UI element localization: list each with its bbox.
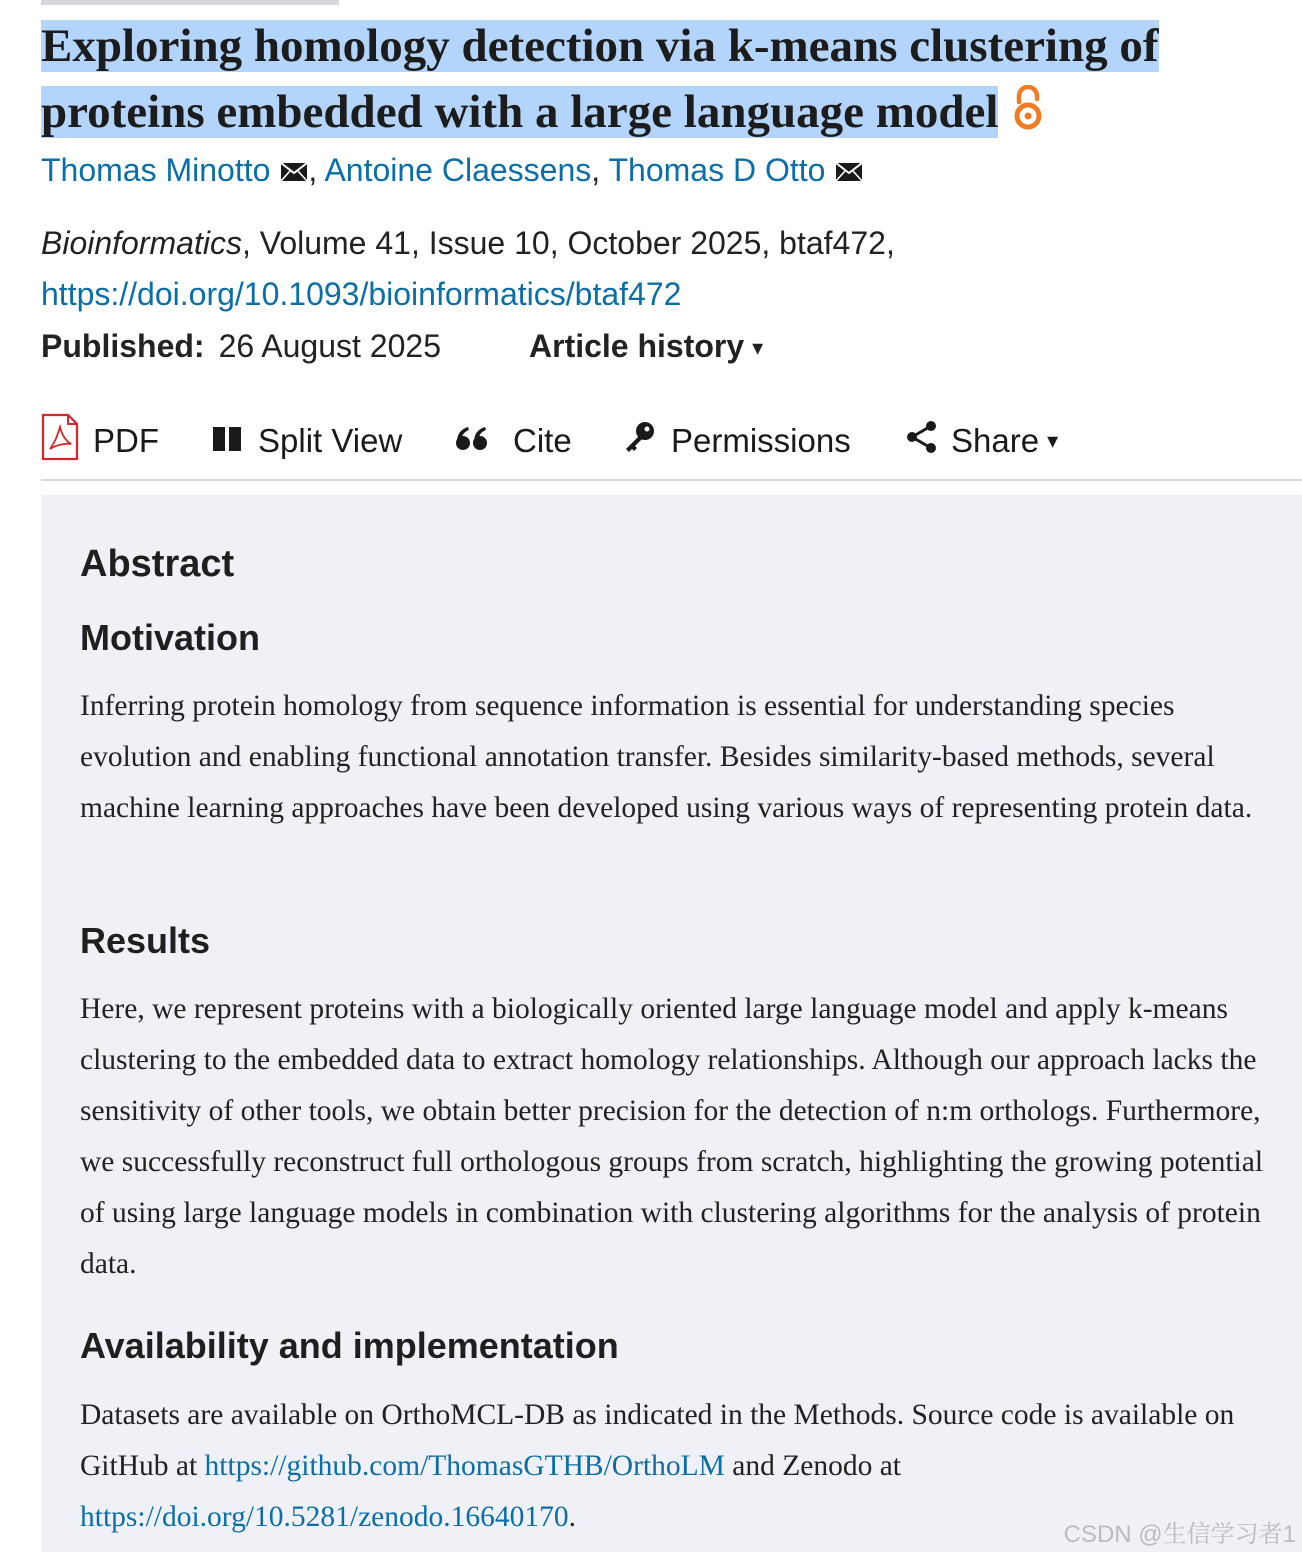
- availability-text-3: .: [568, 1501, 577, 1533]
- cite-label: Cite: [513, 422, 572, 459]
- article-history-label: Article history: [529, 328, 745, 364]
- permissions-button[interactable]: [623, 414, 851, 468]
- author-list: [41, 148, 863, 193]
- chevron-down-icon: ▾: [1047, 428, 1059, 453]
- journal-name: Bioinformatics: [41, 225, 242, 261]
- author-link-antoine-claessens[interactable]: Antoine Claessens: [324, 152, 592, 188]
- email-icon[interactable]: [280, 149, 308, 193]
- published-label: Published:: [41, 328, 205, 364]
- share-dropdown[interactable]: [905, 414, 1058, 468]
- availability-text-2: and Zenodo at: [724, 1450, 901, 1482]
- author-link-thomas-minotto[interactable]: Thomas Minotto: [41, 152, 271, 188]
- split-view-icon: [212, 422, 244, 460]
- pdf-button[interactable]: [41, 414, 159, 468]
- pdf-label: PDF: [93, 422, 159, 459]
- results-heading: Results: [80, 920, 211, 961]
- motivation-heading: Motivation: [80, 617, 260, 658]
- permissions-label: Permissions: [671, 422, 851, 459]
- quote-icon: [455, 422, 489, 460]
- article-toolbar: [41, 414, 1302, 468]
- journal-details: , Volume 41, Issue 10, October 2025, btaf472,: [241, 225, 895, 261]
- article-title-text: Exploring homology detection via k-means clustering of proteins embedded with a large language model: [41, 20, 1159, 138]
- share-label: Share: [951, 422, 1040, 459]
- author-separator: ,: [591, 152, 601, 188]
- zenodo-link[interactable]: https://doi.org/10.5281/zenodo.16640170: [80, 1501, 569, 1533]
- doi-line: [41, 272, 681, 316]
- split-view-button[interactable]: [212, 414, 402, 468]
- author-link-thomas-d-otto[interactable]: Thomas D Otto: [608, 152, 826, 188]
- availability-heading: Availability and implementation: [80, 1325, 619, 1366]
- doi-link[interactable]: https://doi.org/10.1093/bioinformatics/btaf472: [41, 276, 682, 312]
- top-bar-stub: [41, 0, 339, 5]
- chevron-down-icon: ▾: [752, 335, 764, 360]
- availability-text-1: Datasets are available on OrthoMCL-DB as indicated in the Methods. Source code is available on GitHub at: [80, 1399, 1235, 1482]
- share-icon: [905, 420, 939, 462]
- email-icon[interactable]: [835, 149, 863, 193]
- watermark: CSDN @生信学习者1: [1063, 1521, 1296, 1548]
- cite-button[interactable]: [455, 414, 572, 468]
- published-date: 26 August 2025: [218, 328, 441, 364]
- key-icon: [623, 420, 657, 462]
- github-link[interactable]: https://github.com/ThomasGTHB/OrthoLM: [204, 1450, 725, 1482]
- abstract-heading: Abstract: [80, 543, 235, 585]
- pdf-icon: [41, 413, 79, 469]
- motivation-paragraph: Inferring protein homology from sequence information is essential for understanding species evolution and enabling functional annotation transfer. Besides similarity-based methods, several machine learning approaches have been developed using various ways of representing protein data.: [80, 690, 1253, 824]
- article-title: [41, 13, 1211, 149]
- journal-citation: [41, 221, 895, 265]
- publication-row: [41, 324, 764, 368]
- toolbar-divider: [41, 479, 1302, 481]
- split-view-label: Split View: [258, 422, 403, 459]
- results-paragraph: Here, we represent proteins with a biologically oriented large language model and apply k-means clustering to the embedded data to extract homology relationships. Although our approach lacks the sensitivity of other tools, we obtain better precision for the detection of n:m orthologs. Furthermore, we successfully reconstruct full orthologous groups from scratch, highlighting the growing potential of using large language models in combination with clustering algorithms for the analysis of protein data.: [80, 993, 1264, 1280]
- open-access-icon: [1012, 83, 1044, 149]
- article-history-dropdown[interactable]: [529, 324, 763, 370]
- author-separator: ,: [308, 152, 318, 188]
